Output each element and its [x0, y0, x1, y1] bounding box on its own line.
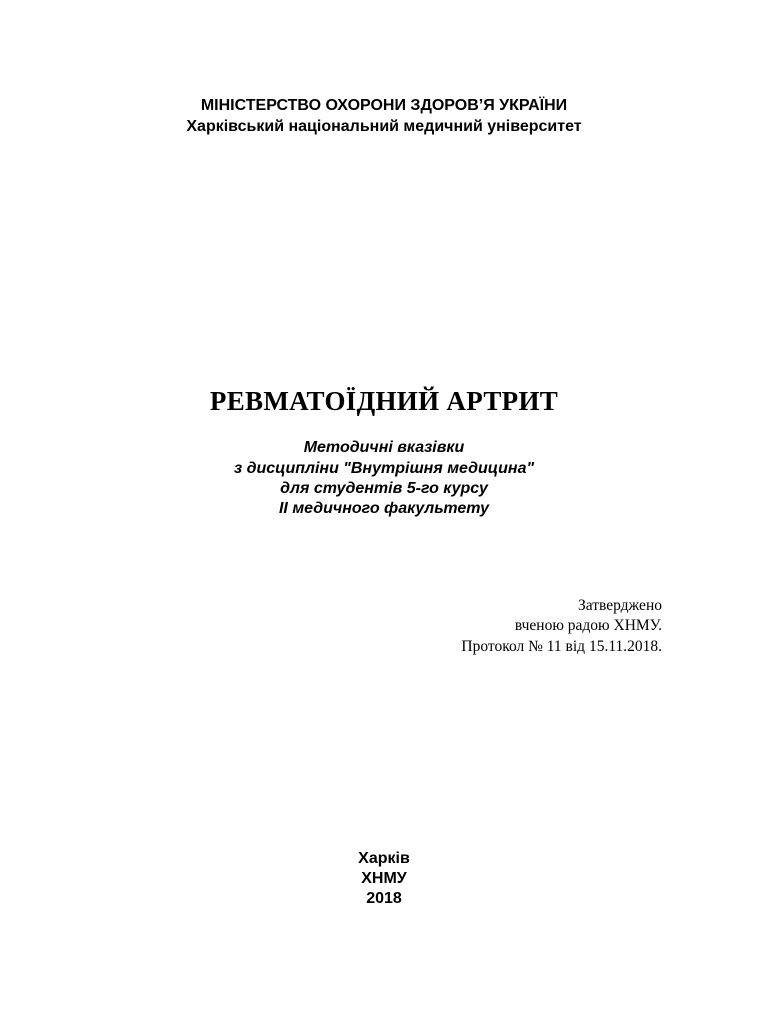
- subtitle-line-3: для студентів 5-го курсу: [280, 480, 488, 497]
- approval-line-2: вченою радою ХНМУ.: [514, 617, 662, 634]
- footer-publisher: ХНМУ: [361, 870, 407, 887]
- subtitle-line-2: з дисципліни "Внутрішня медицина": [233, 460, 535, 477]
- approval-line-3: Протокол № 11 від 15.11.2018.: [461, 638, 662, 655]
- university-heading: Харківський національний медичний університет: [186, 118, 582, 135]
- ministry-heading: МІНІСТЕРСТВО ОХОРОНИ ЗДОРОВ’Я УКРАЇНИ: [200, 97, 568, 114]
- approval-line-1: Затверджено: [578, 597, 662, 614]
- subtitle-line-4: ІІ медичного факультету: [278, 500, 489, 517]
- footer-year: 2018: [366, 890, 402, 907]
- subtitle-line-1: Методичні вказівки: [303, 439, 465, 456]
- footer-city: Харків: [358, 850, 410, 867]
- document-title: РЕВМАТОЇДНИЙ АРТРИТ: [209, 386, 559, 416]
